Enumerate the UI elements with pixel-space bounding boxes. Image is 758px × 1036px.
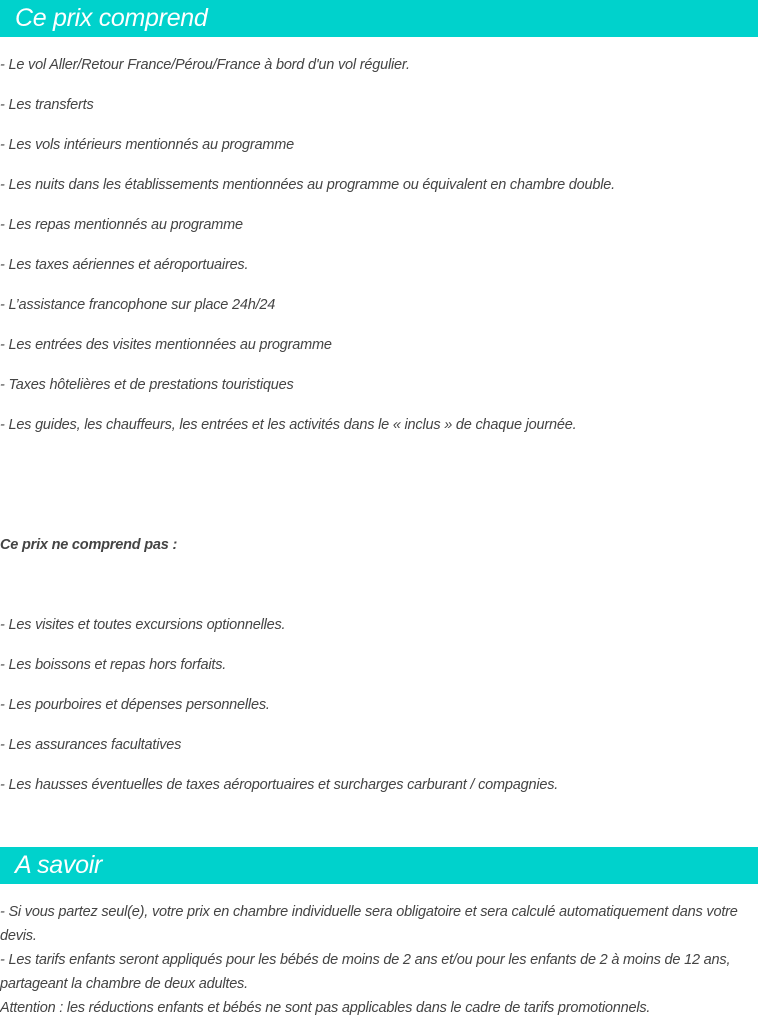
included-item: - Les guides, les chauffeurs, les entrées et les activités dans le « inclus » de chaque journée. [0, 417, 577, 433]
info-paragraph: - Les tarifs enfants seront appliqués pour les bébés de moins de 2 ans et/ou pour les enfants de 2 à moins de 12 ans, partageant la chambre de deux adultes. [0, 952, 731, 992]
included-item: - L’assistance francophone sur place 24h/24 [0, 297, 276, 313]
excluded-item: - Les visites et toutes excursions optionnelles. [0, 617, 286, 633]
included-item: - Le vol Aller/Retour France/Pérou/France à bord d'un vol régulier. [0, 57, 410, 73]
included-item: - Les entrées des visites mentionnées au programme [0, 337, 332, 353]
info-paragraph: Attention : les réductions enfants et bébés ne sont pas applicables dans le cadre de tarifs promotionnels. [0, 1000, 651, 1016]
excluded-item: - Les pourboires et dépenses personnelles. [0, 697, 270, 713]
included-item: - Les vols intérieurs mentionnés au programme [0, 137, 295, 153]
excluded-item: - Les boissons et repas hors forfaits. [0, 657, 227, 673]
included-item: - Les transferts [0, 97, 94, 113]
included-section-title: Ce prix comprend [15, 4, 208, 32]
included-item: - Les repas mentionnés au programme [0, 217, 243, 233]
excluded-section-title: Ce prix ne comprend pas : [0, 537, 178, 553]
included-item: - Les nuits dans les établissements mentionnées au programme ou équivalent en chambre double. [0, 177, 615, 193]
included-item: - Taxes hôtelières et de prestations touristiques [0, 377, 294, 393]
excluded-item: - Les hausses éventuelles de taxes aéroportuaires et surcharges carburant / compagnies. [0, 777, 559, 793]
included-section-header [0, 0, 758, 37]
excluded-item: - Les assurances facultatives [0, 737, 182, 753]
included-item: - Les taxes aériennes et aéroportuaires. [0, 257, 249, 273]
info-section-title: A savoir [15, 851, 102, 879]
info-paragraph: - Si vous partez seul(e), votre prix en chambre individuelle sera obligatoire et sera calculé automatiquement dans votre devis. [0, 904, 738, 944]
info-section-header [0, 847, 758, 884]
